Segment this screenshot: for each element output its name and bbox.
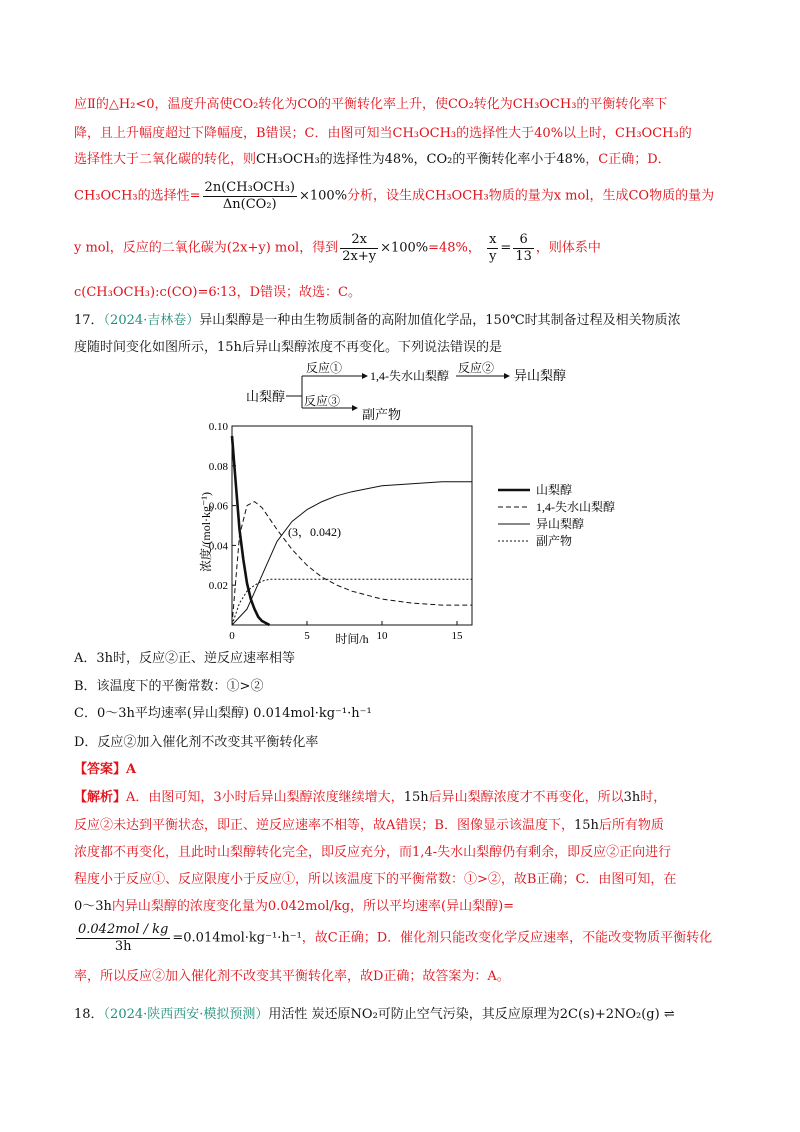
- scheme-reactant: 山梨醇: [246, 389, 286, 404]
- solution-formula: CH₃OCH₃的选择性为48%，CO₂的平衡转化率小于48%: [256, 152, 586, 167]
- legend-label: 异山梨醇: [536, 517, 585, 531]
- option-a: A．3h时，反应②正、逆反应速率相等: [74, 651, 296, 666]
- question-17-stem-2: 度随时间变化如图所示，15h后异山梨醇浓度不再变化。下列说法错误的是: [74, 340, 502, 355]
- scheme-intermediate: 1,4-失水山梨醇: [370, 369, 449, 383]
- legend-label: 1,4-失水山梨醇: [536, 500, 615, 514]
- analysis-line-1: 【解析】A．由图可知，3小时后异山梨醇浓度继续增大，15h后异山梨醇浓度才不再变化，所以3h时，: [74, 790, 667, 805]
- answer-value: A: [126, 762, 137, 777]
- fraction: $\frac{x}{y}$: [489, 232, 497, 264]
- option-c: C．0～3h平均速率(异山梨醇) 0.014mol·kg⁻¹·h⁻¹: [74, 706, 372, 721]
- option-b: B．该温度下的平衡常数：①>②: [74, 679, 264, 694]
- analysis-line-3: 浓度都不再变化，且此时山梨醇转化完全，即反应充分，而1,4-失水山梨醇仍有剩余，即反应②正向进行: [74, 845, 672, 860]
- solution-text: =48%，: [428, 240, 481, 256]
- question-number: 18．: [74, 1007, 104, 1022]
- series-line-1: [232, 436, 270, 625]
- solution-line-5: y mol，反应的二氧化碳为(2x+y) mol，得到 $\frac{2x}{2x+y}$ ×100%=48%， $\frac{x}{y}$ = $\frac{6}{13}$ ，则体系中: [74, 232, 601, 264]
- y-tick-label: 0.04: [208, 540, 228, 553]
- question-source: （2024·陕西西安·模拟预测）: [103, 1007, 269, 1022]
- fraction: $\frac{\text{0.042mol / kg}}{3h}$: [78, 922, 169, 954]
- y-tick-label: 0.06: [208, 500, 228, 513]
- legend-label: 山梨醇: [536, 483, 573, 497]
- y-axis-label: 浓度/(mol·kg⁻¹): [199, 492, 213, 572]
- equilibrium-arrow: ⇌: [663, 1007, 675, 1022]
- answer-line: [74, 760, 136, 780]
- fraction: $\frac{2x}{2x+y}$: [342, 232, 377, 264]
- question-18-stem: 18．（2024·陕西西安·模拟预测）用活性 炭还原NO₂可防止空气污染，其反应原理为2C(s)+2NO₂(g) ⇌: [74, 1007, 675, 1022]
- solution-text: ，C正确；D．: [585, 152, 671, 167]
- solution-text: ，则体系中: [535, 240, 601, 256]
- reaction-scheme: [240, 358, 580, 428]
- solution-line-4: [74, 180, 714, 213]
- solution-line-6: c(CH₃OCH₃):c(CO)=6∶13，D错误；故选：C。: [74, 285, 361, 300]
- solution-text: 选择性大于二氧化碳的转化，则: [74, 152, 257, 167]
- analysis-line-5: 0～3h内异山梨醇的浓度变化量为0.042mol/kg，所以平均速率(异山梨醇)=: [74, 899, 515, 914]
- scheme-reaction-1: 反应①: [306, 361, 343, 375]
- x-axis-label: 时间/h: [335, 632, 369, 646]
- analysis-line-2: 反应②未达到平衡状态，即正、逆反应速率不相等，故A错误；B．图像显示该温度下，15h后所有物质: [74, 818, 664, 833]
- y-tick-label: 0.02: [208, 580, 228, 593]
- analysis-line-7: 率，所以反应②加入催化剂不改变其平衡转化率，故D正确；故答案为：A。: [74, 969, 510, 984]
- analysis-line-6: $\frac{\text{0.042mol / kg}}{3h}$ =0.014mol·kg⁻¹·h⁻¹，故C正确；D．催化剂只能改变化学反应速率，不能改变物质平衡转化: [78, 922, 713, 954]
- question-source: （2024·吉林卷）: [103, 313, 200, 328]
- series-line-2: [232, 502, 472, 625]
- concentration-time-chart: [180, 420, 640, 650]
- solution-text: CH₃OCH₃的选择性=: [74, 188, 201, 204]
- scheme-product: 异山梨醇: [514, 368, 567, 383]
- series-line-3: [232, 482, 472, 625]
- formula: ×100%: [298, 188, 348, 204]
- x-tick-label: 0: [229, 630, 235, 642]
- answer-label: 【答案】: [74, 762, 127, 777]
- scheme-byproduct: 副产物: [362, 407, 402, 422]
- point-annotation: (3，0.042): [288, 525, 341, 539]
- series-line-4: [232, 579, 472, 625]
- solution-text: y mol，反应的二氧化碳为(2x+y) mol，得到: [74, 240, 339, 256]
- x-tick-label: 15: [451, 630, 463, 642]
- y-tick-label: 0.10: [208, 421, 228, 433]
- y-tick-label: 0.08: [208, 460, 228, 473]
- plot-area: [232, 426, 472, 625]
- formula: ×100%: [380, 240, 429, 256]
- legend-label: 副产物: [536, 534, 573, 548]
- scheme-reaction-3: 反应③: [304, 394, 341, 408]
- option-d: D．反应②加入催化剂不改变其平衡转化率: [74, 735, 319, 750]
- question-17-stem: 17．（2024·吉林卷）异山梨醇是一种由生物质制备的高附加值化学品，150℃时其制备过程及相关物质浓: [74, 313, 681, 328]
- solution-line-3: [74, 150, 671, 170]
- solution-text: 分析，设生成CH₃OCH₃物质的量为x mol，生成CO物质的量为: [347, 188, 715, 204]
- solution-line-2: 降，且上升幅度超过下降幅度，B错误；C．由图可知当CH₃OCH₃的选择性大于40%以上时，CH₃OCH₃的: [74, 126, 692, 141]
- scheme-reaction-2: 反应②: [458, 361, 495, 375]
- x-tick-label: 5: [304, 630, 310, 642]
- fraction: $\frac{\text{2n(CH₃OCH₃)}}{\text{Δn(CO₂)}}$: [204, 180, 295, 212]
- question-number: 17．: [74, 313, 104, 328]
- analysis-label: 【解析】: [74, 790, 127, 805]
- fraction: $\frac{6}{13}$: [515, 232, 532, 264]
- x-tick-label: 10: [376, 630, 388, 642]
- solution-line-1: 应Ⅱ的△H₂<0，温度升高使CO₂转化为CO的平衡转化率上升，使CO₂转化为CH₃OCH₃的平衡转化率下: [74, 97, 668, 112]
- analysis-line-4: 程度小于反应①、反应限度小于反应①，所以该温度下的平衡常数：①>②，故B正确；C．由图可知，在: [74, 872, 677, 887]
